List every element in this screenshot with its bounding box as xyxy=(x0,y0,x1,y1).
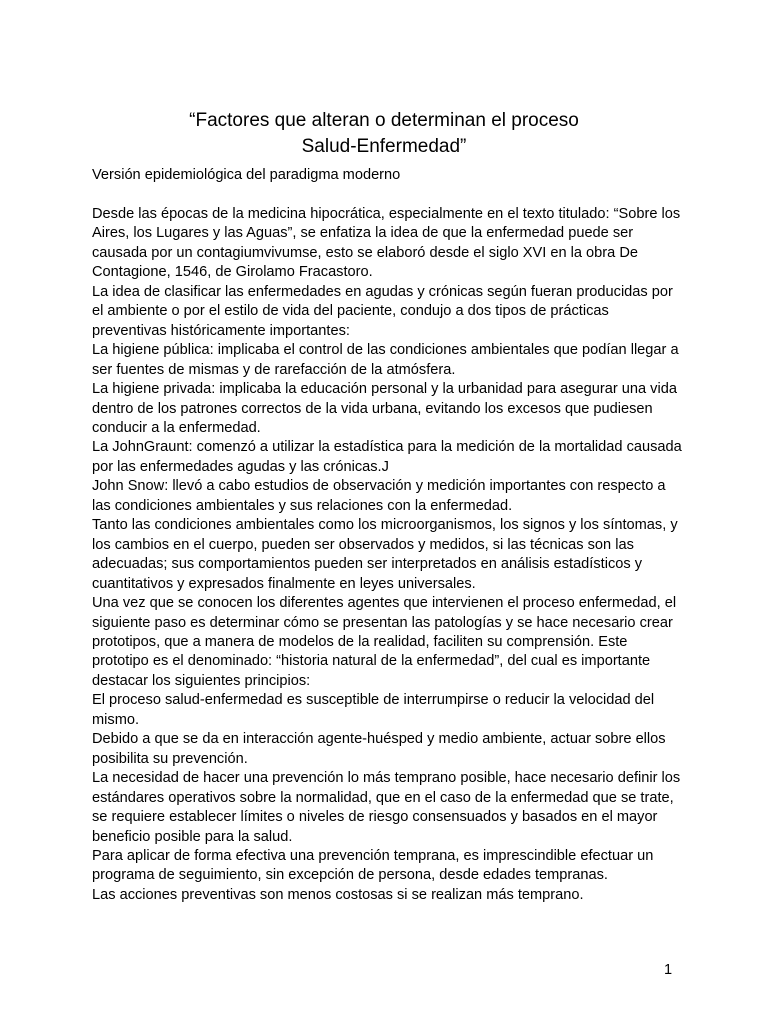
paragraph: El proceso salud-enfermedad es susceptible de interrumpirse o reducir la velocidad del mismo. xyxy=(92,692,655,728)
paragraph: La higiene privada: implicaba la educación personal y la urbanidad para asegurar una vida dentro de los patrones correctos de la vida urbana, evitando los excesos que pudiesen conducir a la enfermedad. xyxy=(92,381,677,436)
title-line-1: “Factores que alteran o determinan el proceso xyxy=(189,110,579,131)
paragraph: La JohnGraunt: comenzó a utilizar la estadística para la medición de la mortalidad causada por las enfermedades agudas y las crónicas.J xyxy=(92,439,682,475)
paragraph: Debido a que se da en interacción agente-huésped y medio ambiente, actuar sobre ellos posibilita su prevención. xyxy=(92,731,666,767)
page-number: 1 xyxy=(664,962,673,978)
paragraph: La necesidad de hacer una prevención lo más temprano posible, hace necesario definir los estándares operativos sobre la normalidad, que en el caso de la enfermedad que se trate, se requiere establecer límites o niveles de riesgo consensuados y basados en el mayor beneficio posible para la salud. xyxy=(92,770,681,845)
paragraph: Para aplicar de forma efectiva una prevención temprana, es imprescindible efectuar un programa de seguimiento, sin excepción de persona, desde edades tempranas. xyxy=(92,847,654,884)
paragraph: Desde las épocas de la medicina hipocrática, especialmente en el texto titulado: “Sobre los Aires, los Lugares y las Aguas”, se enfatiza la idea de que la enfermedad puede ser causada por un contagiumvivumse, esto se elaboró desde el siglo XVI en la obra De Contagione, 1546, de Girolamo Fracastoro. xyxy=(92,206,681,281)
paragraph: Las acciones preventivas son menos costosas si se realizan más temprano. xyxy=(92,886,584,903)
paragraph: John Snow: llevó a cabo estudios de observación y medición importantes con respecto a las condiciones ambientales y sus relaciones con la enfermedad. xyxy=(92,478,666,514)
title-line-2: Salud-Enfermedad” xyxy=(301,136,467,157)
paragraph: La higiene pública: implicaba el control de las condiciones ambientales que podían llegar a ser fuentes de mismas y de rarefacción de la atmósfera. xyxy=(92,342,679,378)
paragraph: La idea de clasificar las enfermedades en agudas y crónicas según fueran producidas por el ambiente o por el estilo de vida del paciente, condujo a dos tipos de prácticas preventivas históricamente importantes: xyxy=(92,283,673,339)
document-subtitle: Versión epidemiológica del paradigma moderno xyxy=(92,167,401,183)
document-body xyxy=(92,205,682,905)
paragraph: Una vez que se conocen los diferentes agentes que intervienen el proceso enfermedad, el siguiente paso es determinar cómo se presentan las patologías y se hace necesario crear prototipos, que a manera de modelos de la realidad, faciliten su comprensión. Este prototipo es el denominado: “historia natural de la enfermedad”, del cual es importante destacar los siguientes principios: xyxy=(92,595,677,689)
document-title xyxy=(0,108,768,160)
paragraph: Tanto las condiciones ambientales como los microorganismos, los signos y los síntomas, y los cambios en el cuerpo, pueden ser observados y medidos, si las técnicas son las adecuadas; sus comportamientos pueden ser interpretados en análisis estadísticos y cuantitativos y expresados finalmente en leyes universales. xyxy=(92,517,678,592)
